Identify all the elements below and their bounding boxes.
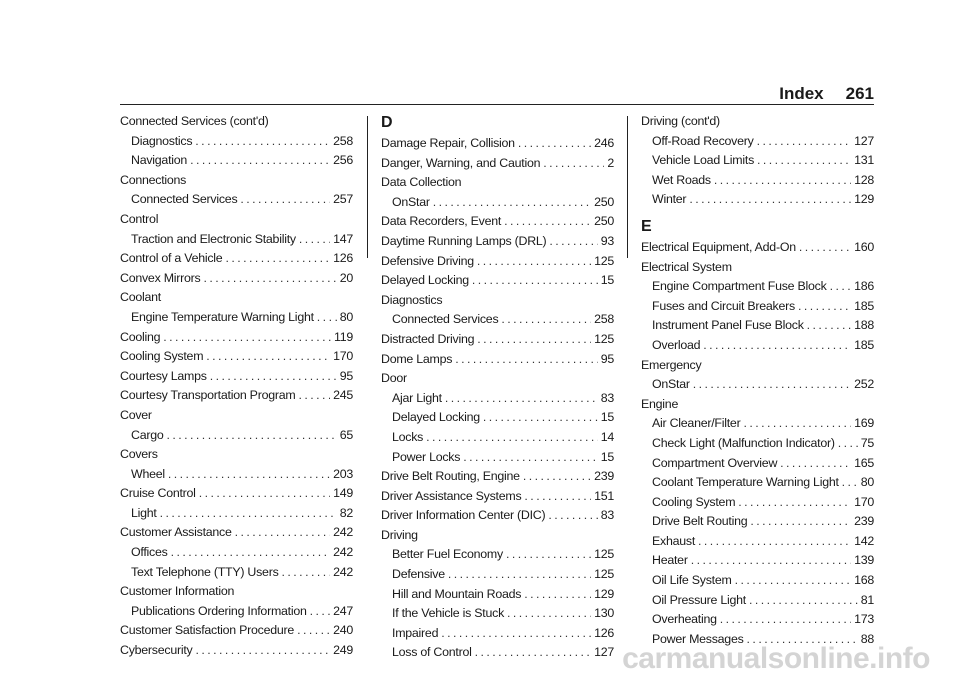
entry-page-number: 80 (339, 309, 353, 324)
index-entry (120, 367, 353, 387)
entry-page-number: 256 (333, 153, 353, 168)
entry-text: Daytime Running Lamps (DRL) (381, 233, 547, 248)
entry-page-number: 170 (333, 349, 353, 364)
entry-page-number: 258 (594, 312, 614, 327)
page-header (779, 84, 874, 104)
entry-page-number: 125 (594, 547, 614, 562)
header-divider (120, 104, 874, 105)
entry-page-number: 83 (600, 508, 614, 523)
dot-leader (504, 212, 591, 232)
entry-page-number: 125 (594, 567, 614, 582)
dot-leader (518, 134, 591, 154)
index-entry (381, 252, 614, 272)
index-heading: Data Collection (381, 175, 462, 190)
entry-text: Loss of Control (392, 645, 472, 660)
index-subentry (381, 624, 614, 644)
entry-text: Customer Assistance (120, 525, 232, 540)
index-entry (381, 271, 614, 291)
index-subentry (641, 316, 874, 336)
entry-page-number: 129 (854, 192, 874, 207)
index-heading: Connected Services (cont'd) (120, 114, 269, 128)
entry-page-number: 173 (854, 612, 874, 627)
index-entry (120, 328, 353, 348)
index-subentry (641, 571, 874, 591)
dot-leader (171, 543, 330, 563)
dot-leader (190, 151, 330, 171)
dot-leader (799, 238, 851, 258)
entry-text: Drive Belt Routing, Engine (381, 469, 520, 484)
entry-page-number: 142 (854, 533, 874, 548)
page-number: 261 (845, 84, 874, 103)
entry-page-number: 125 (594, 253, 614, 268)
index-subentry (120, 308, 353, 328)
entry-text: Power Locks (392, 449, 461, 464)
index-entry (381, 212, 614, 232)
entry-text: Courtesy Transportation Program (120, 388, 296, 403)
entry-text: Delayed Locking (392, 410, 480, 425)
index-letter-heading: D (381, 114, 393, 131)
dot-leader (167, 426, 337, 446)
index-subentry (641, 171, 874, 191)
entry-page-number: 165 (854, 455, 874, 470)
entry-page-number: 15 (600, 273, 614, 288)
dot-leader (310, 602, 330, 622)
index-entry (120, 641, 353, 661)
entry-text: Better Fuel Economy (392, 547, 503, 562)
entry-text: Convex Mirrors (120, 270, 201, 285)
dot-leader (240, 190, 330, 210)
index-entry (381, 330, 614, 350)
dot-leader (698, 532, 851, 552)
entry-text: Oil Pressure Light (652, 592, 746, 607)
entry-text: Danger, Warning, and Caution (381, 155, 541, 170)
entry-page-number: 169 (854, 416, 874, 431)
entry-page-number: 242 (333, 564, 353, 579)
dot-leader (842, 473, 858, 493)
index-subentry (381, 545, 614, 565)
dot-leader (475, 643, 591, 663)
entry-text: Connected Services (131, 192, 238, 207)
entry-text: Customer Satisfaction Procedure (120, 623, 295, 638)
entry-text: Damage Repair, Collision (381, 136, 515, 150)
entry-page-number: 81 (860, 592, 874, 607)
entry-text: Hill and Mountain Roads (392, 586, 522, 601)
index-subentry (641, 454, 874, 474)
entry-page-number: 246 (594, 136, 614, 150)
entry-page-number: 93 (600, 233, 614, 248)
index-subentry (641, 493, 874, 513)
entry-page-number: 127 (594, 645, 614, 660)
entry-text: Distracted Driving (381, 331, 475, 346)
dot-leader (807, 316, 851, 336)
dot-leader (160, 504, 337, 524)
column-divider-2 (627, 116, 628, 258)
entry-page-number: 147 (333, 231, 353, 246)
entry-page-number: 88 (860, 631, 874, 646)
entry-page-number: 15 (600, 410, 614, 425)
index-heading: Customer Information (120, 584, 235, 599)
index-heading: Cover (120, 407, 152, 422)
index-subentry (641, 336, 874, 356)
entry-page-number: 82 (339, 505, 353, 520)
dot-leader (195, 132, 330, 152)
entry-text: Off-Road Recovery (652, 133, 754, 148)
dot-leader (750, 512, 851, 532)
entry-text: Delayed Locking (381, 273, 469, 288)
entry-page-number: 83 (600, 390, 614, 405)
index-entry (120, 249, 353, 269)
index-subentry (641, 414, 874, 434)
index-entry (120, 523, 353, 543)
entry-page-number: 188 (854, 318, 874, 333)
index-entry (381, 134, 614, 154)
entry-page-number: 119 (333, 329, 353, 344)
dot-leader (689, 190, 851, 210)
entry-text: Air Cleaner/Filter (652, 416, 741, 431)
index-letter-heading: E (641, 217, 652, 235)
entry-text: Driver Assistance Systems (381, 488, 522, 503)
dot-leader (426, 428, 598, 448)
entry-text: Overload (652, 337, 701, 352)
entry-text: Offices (131, 545, 168, 560)
index-entry (381, 350, 614, 370)
index-heading: Covers (120, 447, 158, 462)
entry-text: Cruise Control (120, 486, 196, 501)
entry-page-number: 128 (854, 172, 874, 187)
entry-page-number: 239 (594, 469, 614, 484)
entry-page-number: 149 (333, 486, 353, 501)
entry-text: Oil Life System (652, 573, 732, 588)
entry-page-number: 139 (854, 553, 874, 568)
dot-leader (735, 571, 851, 591)
dot-leader (317, 308, 337, 328)
dot-leader (163, 328, 331, 348)
entry-text: Locks (392, 429, 424, 444)
index-subentry (641, 532, 874, 552)
entry-text: Engine Temperature Warning Light (131, 309, 314, 324)
entry-page-number: 240 (333, 623, 353, 638)
index-entry (381, 487, 614, 507)
entry-page-number: 127 (854, 133, 874, 148)
index-subentry (641, 591, 874, 611)
index-subentry (641, 512, 874, 532)
entry-text: Cooling System (120, 349, 204, 364)
entry-text: Exhaust (652, 533, 696, 548)
index-subentry (641, 473, 874, 493)
index-entry (120, 269, 353, 289)
entry-text: Fuses and Circuit Breakers (652, 298, 795, 313)
column-divider-1 (367, 116, 368, 258)
entry-page-number: 252 (854, 377, 874, 392)
index-subentry (381, 643, 614, 663)
index-entry (641, 238, 874, 258)
entry-page-number: 126 (594, 625, 614, 640)
index-subentry (641, 190, 874, 210)
dot-leader (720, 610, 851, 630)
index-entry (381, 467, 614, 487)
dot-leader (798, 297, 851, 317)
entry-text: Vehicle Load Limits (652, 153, 755, 168)
index-subentry (381, 604, 614, 624)
entry-page-number: 257 (333, 192, 353, 207)
dot-leader (543, 154, 604, 174)
index-subentry (381, 389, 614, 409)
dot-leader (549, 232, 597, 252)
index-entry (120, 386, 353, 406)
entry-page-number: 250 (594, 194, 614, 209)
index-entry (381, 232, 614, 252)
index-heading: Driving (381, 527, 418, 542)
dot-leader (206, 347, 330, 367)
entry-text: Data Recorders, Event (381, 214, 502, 229)
dot-leader (780, 454, 851, 474)
index-subentry (641, 434, 874, 454)
entry-text: Wet Roads (652, 172, 711, 187)
index-subentry (120, 563, 353, 583)
index-subentry (381, 585, 614, 605)
index-heading: Emergency (641, 357, 702, 372)
dot-leader (838, 434, 858, 454)
dot-leader (199, 484, 330, 504)
entry-text: Defensive (392, 567, 445, 582)
dot-leader (691, 551, 851, 571)
index-subentry (120, 543, 353, 563)
index-entry (120, 484, 353, 504)
dot-leader (743, 414, 851, 434)
index-subentry (120, 504, 353, 524)
dot-leader (477, 330, 591, 350)
dot-leader (298, 386, 330, 406)
dot-leader (693, 375, 851, 395)
index-heading: Connections (120, 172, 187, 187)
index-subentry (381, 193, 614, 213)
section-title: Index (779, 84, 824, 103)
entry-text: Coolant Temperature Warning Light (652, 475, 839, 490)
entry-text: Cybersecurity (120, 643, 193, 658)
index-subentry (641, 151, 874, 171)
dot-leader (714, 171, 851, 191)
index-subentry (381, 565, 614, 585)
entry-text: Diagnostics (131, 133, 193, 148)
dot-leader (168, 465, 330, 485)
index-heading: Control (120, 211, 159, 226)
entry-text: Traction and Electronic Stability (131, 231, 296, 246)
index-subentry (641, 297, 874, 317)
index-subentry (381, 448, 614, 468)
index-heading: Coolant (120, 290, 161, 305)
index-subentry (120, 190, 353, 210)
entry-text: Overheating (652, 612, 717, 627)
entry-page-number: 131 (854, 153, 874, 168)
entry-page-number: 185 (854, 298, 874, 313)
entry-text: Control of a Vehicle (120, 251, 223, 266)
entry-text: Cargo (131, 427, 164, 442)
index-column-2 (381, 112, 614, 663)
index-entry (381, 154, 614, 174)
entry-page-number: 130 (594, 606, 614, 621)
dot-leader (830, 277, 852, 297)
entry-text: OnStar (652, 377, 690, 392)
index-heading: Engine (641, 396, 679, 411)
entry-page-number: 247 (333, 603, 353, 618)
entry-page-number: 249 (333, 643, 353, 658)
entry-text: If the Vehicle is Stuck (392, 606, 505, 621)
entry-page-number: 245 (333, 388, 353, 403)
dot-leader (204, 269, 337, 289)
entry-text: Engine Compartment Fuse Block (652, 279, 827, 294)
index-subentry (641, 277, 874, 297)
index-heading: Driving (cont'd) (641, 114, 720, 128)
entry-page-number: 15 (600, 449, 614, 464)
entry-page-number: 95 (339, 368, 353, 383)
dot-leader (299, 230, 330, 250)
index-heading: Electrical System (641, 259, 732, 274)
entry-text: Navigation (131, 153, 188, 168)
dot-leader (225, 249, 330, 269)
entry-text: Impaired (392, 625, 439, 640)
index-entry (120, 347, 353, 367)
entry-text: Instrument Panel Fuse Block (652, 318, 804, 333)
dot-leader (703, 336, 851, 356)
dot-leader (210, 367, 337, 387)
dot-leader (441, 624, 591, 644)
entry-text: Light (131, 505, 157, 520)
entry-page-number: 20 (339, 270, 353, 285)
entry-page-number: 95 (600, 351, 614, 366)
index-subentry (641, 132, 874, 152)
entry-text: Publications Ordering Information (131, 603, 307, 618)
index-subentry (641, 610, 874, 630)
entry-page-number: 185 (854, 337, 874, 352)
entry-page-number: 125 (594, 331, 614, 346)
entry-text: Power Messages (652, 631, 744, 646)
dot-leader (196, 641, 331, 661)
dot-leader (738, 493, 851, 513)
entry-text: Connected Services (392, 312, 499, 327)
dot-leader (501, 310, 591, 330)
entry-page-number: 170 (854, 494, 874, 509)
entry-page-number: 258 (333, 133, 353, 148)
dot-leader (749, 591, 858, 611)
entry-text: Wheel (131, 466, 165, 481)
entry-text: Drive Belt Routing (652, 514, 748, 529)
dot-leader (757, 151, 851, 171)
index-subentry (120, 465, 353, 485)
entry-text: Winter (652, 192, 687, 207)
entry-page-number: 250 (594, 214, 614, 229)
entry-page-number: 151 (594, 488, 614, 503)
entry-page-number: 186 (854, 279, 874, 294)
index-subentry (120, 602, 353, 622)
index-subentry (120, 230, 353, 250)
entry-page-number: 160 (854, 239, 874, 254)
entry-text: Text Telephone (TTY) Users (131, 564, 279, 579)
entry-text: Ajar Light (392, 390, 442, 405)
index-subentry (120, 132, 353, 152)
entry-text: Driver Information Center (DIC) (381, 508, 546, 523)
entry-page-number: 126 (333, 251, 353, 266)
dot-leader (483, 408, 598, 428)
dot-leader (523, 467, 591, 487)
entry-text: Compartment Overview (652, 455, 778, 470)
index-subentry (120, 151, 353, 171)
entry-page-number: 239 (854, 514, 874, 529)
entry-text: Heater (652, 553, 688, 568)
index-heading: Diagnostics (381, 292, 443, 307)
dot-leader (507, 604, 591, 624)
entry-text: Cooling System (652, 494, 736, 509)
dot-leader (757, 132, 851, 152)
watermark: carmanualsonline.info (622, 642, 930, 675)
entry-text: Cooling (120, 329, 161, 344)
entry-text: Electrical Equipment, Add-On (641, 239, 796, 254)
dot-leader (524, 487, 591, 507)
entry-text: Dome Lamps (381, 351, 453, 366)
entry-page-number: 2 (607, 155, 614, 170)
entry-text: Defensive Driving (381, 253, 474, 268)
dot-leader (445, 389, 598, 409)
dot-leader (282, 563, 331, 583)
index-subentry (381, 428, 614, 448)
dot-leader (477, 252, 591, 272)
entry-page-number: 65 (339, 427, 353, 442)
index-subentry (641, 375, 874, 395)
entry-page-number: 80 (860, 475, 874, 490)
index-subentry (641, 551, 874, 571)
dot-leader (472, 271, 598, 291)
index-entry (120, 621, 353, 641)
entry-page-number: 75 (860, 435, 874, 450)
entry-page-number: 242 (333, 525, 353, 540)
entry-page-number: 129 (594, 586, 614, 601)
dot-leader (235, 523, 330, 543)
dot-leader (433, 193, 591, 213)
dot-leader (506, 545, 591, 565)
index-column-3 (641, 112, 874, 649)
entry-text: OnStar (392, 194, 430, 209)
index-subentry (381, 408, 614, 428)
entry-text: Check Light (Malfunction Indicator) (652, 435, 835, 450)
dot-leader (297, 621, 330, 641)
dot-leader (455, 350, 598, 370)
entry-page-number: 168 (854, 573, 874, 588)
dot-leader (524, 585, 591, 605)
entry-page-number: 242 (333, 545, 353, 560)
index-column-1 (120, 112, 353, 661)
entry-text: Courtesy Lamps (120, 368, 207, 383)
dot-leader (448, 565, 591, 585)
index-subentry (120, 426, 353, 446)
entry-page-number: 14 (600, 429, 614, 444)
dot-leader (548, 506, 597, 526)
entry-page-number: 203 (333, 466, 353, 481)
index-subentry (381, 310, 614, 330)
index-entry (381, 506, 614, 526)
index-heading: Door (381, 371, 407, 386)
dot-leader (463, 448, 598, 468)
